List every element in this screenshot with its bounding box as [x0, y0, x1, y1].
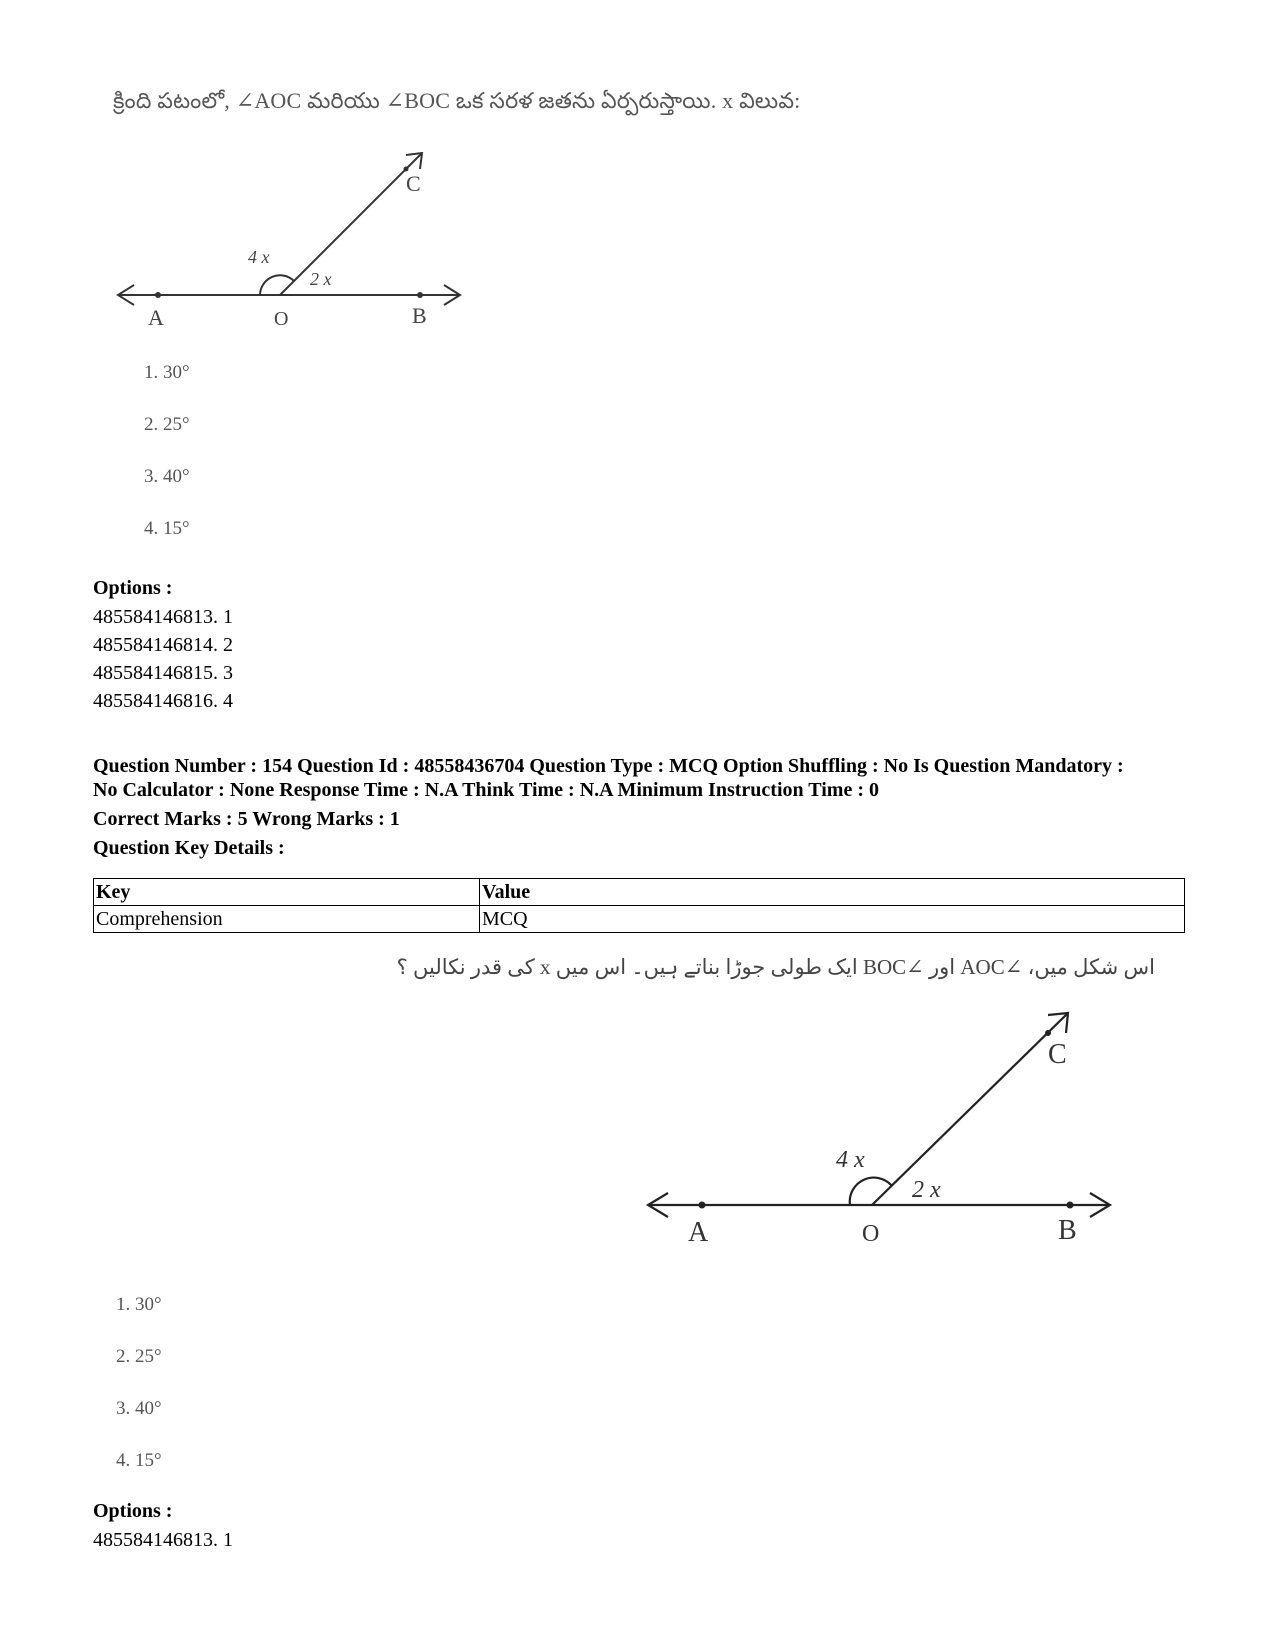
table-row: [94, 906, 1185, 933]
table-header-key: Key: [94, 879, 480, 906]
table-cell: MCQ: [480, 906, 1185, 933]
question-meta-line-1: Question Number : 154 Question Id : 48558436704 Question Type : MCQ Option Shuffling : No Is Question Mandatory :: [93, 755, 1124, 777]
point-a-label: A: [148, 305, 164, 330]
option-item: 485584146813. 1: [93, 606, 233, 628]
question-prompt-urdu: اس شکل میں، ∠AOC اور ∠BOC ایک طولی جوڑا بناتے ہیں۔ اس میں x کی قدر نکالیں ؟: [396, 955, 1155, 979]
point-c-label: C: [1048, 1039, 1067, 1070]
angle-aoc-label: 4 x: [836, 1147, 865, 1173]
point-c-label: C: [406, 171, 421, 196]
choice-4: 4. 15°: [144, 518, 190, 539]
choice-1: 1. 30°: [144, 362, 190, 383]
angle-aoc-label: 4 x: [248, 247, 270, 267]
options-label: Options :: [93, 577, 173, 599]
point-o-label: O: [862, 1221, 880, 1247]
table-header-value: Value: [480, 879, 1185, 906]
choice-1: 1. 30°: [116, 1294, 162, 1315]
angle-boc-label: 2 x: [912, 1177, 941, 1203]
table-header-row: [94, 879, 1185, 906]
angle-boc-label: 2 x: [310, 269, 332, 289]
question-prompt-telugu: క్రింది పటంలో, ∠AOC మరియు ∠BOC ఒక సరళ జతను ఏర్పరుస్తాయి. x విలువ:: [113, 88, 801, 113]
choice-2: 2. 25°: [144, 414, 190, 435]
point-b-label: B: [1058, 1215, 1077, 1246]
table-cell: Comprehension: [94, 906, 480, 933]
question-marks: Correct Marks : 5 Wrong Marks : 1: [93, 808, 400, 830]
choice-3: 3. 40°: [116, 1398, 162, 1419]
choice-2: 2. 25°: [116, 1346, 162, 1367]
point-o-label: O: [274, 308, 289, 330]
question-meta-line-2: No Calculator : None Response Time : N.A Think Time : N.A Minimum Instruction Time : 0: [93, 779, 879, 801]
option-item: 485584146816. 4: [93, 690, 233, 712]
question-key-details-label: Question Key Details :: [93, 837, 285, 859]
point-b-label: B: [412, 303, 427, 328]
choice-3: 3. 40°: [144, 466, 190, 487]
angle-figure: [640, 1005, 1120, 1265]
question-key-table: [93, 878, 1185, 933]
options-label: Options :: [93, 1500, 173, 1522]
angle-figure: [110, 145, 480, 345]
choice-4: 4. 15°: [116, 1450, 162, 1471]
option-item: 485584146815. 3: [93, 662, 233, 684]
option-item: 485584146813. 1: [93, 1529, 233, 1551]
point-a-label: A: [688, 1217, 709, 1248]
option-item: 485584146814. 2: [93, 634, 233, 656]
